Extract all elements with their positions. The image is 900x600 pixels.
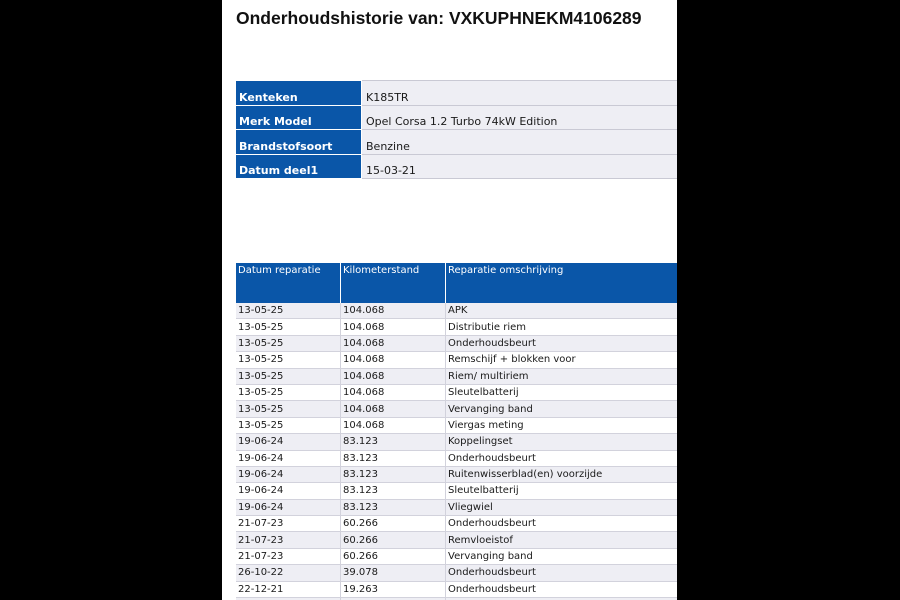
- cell-omschrijving: Ruitenwisserblad(en) voorzijde: [446, 466, 678, 482]
- table-row: [236, 352, 677, 368]
- cell-kilometerstand: 60.266: [341, 532, 446, 548]
- cell-datum: 21-07-23: [236, 516, 341, 532]
- cell-omschrijving: Vliegwiel: [446, 499, 678, 515]
- cell-omschrijving: Onderhoudsbeurt: [446, 335, 678, 351]
- table-row: [236, 499, 677, 515]
- cell-datum: 19-06-24: [236, 434, 341, 450]
- cell-kilometerstand: 104.068: [341, 368, 446, 384]
- info-label: Merk Model: [236, 105, 362, 130]
- table-row: [236, 368, 677, 384]
- cell-datum: 26-10-22: [236, 565, 341, 581]
- table-row: [236, 516, 677, 532]
- cell-omschrijving: Riem/ multiriem: [446, 368, 678, 384]
- cell-kilometerstand: 104.068: [341, 352, 446, 368]
- cell-datum: 13-05-25: [236, 303, 341, 319]
- cell-omschrijving: Vervanging band: [446, 548, 678, 564]
- table-row: [236, 319, 677, 335]
- table-row: [236, 483, 677, 499]
- cell-omschrijving: Onderhoudsbeurt: [446, 516, 678, 532]
- cell-kilometerstand: 104.068: [341, 417, 446, 433]
- column-header-omschrijving: Reparatie omschrijving: [446, 263, 678, 303]
- cell-datum: 13-05-25: [236, 319, 341, 335]
- table-row: [236, 434, 677, 450]
- cell-omschrijving: APK: [446, 303, 678, 319]
- table-row: [236, 548, 677, 564]
- cell-kilometerstand: 83.123: [341, 450, 446, 466]
- cell-omschrijving: Vervanging band: [446, 401, 678, 417]
- cell-kilometerstand: 39.078: [341, 565, 446, 581]
- cell-datum: 22-12-21: [236, 581, 341, 597]
- cell-omschrijving: Distributie riem: [446, 319, 678, 335]
- info-value: Opel Corsa 1.2 Turbo 74kW Edition: [362, 105, 678, 130]
- cell-kilometerstand: 104.068: [341, 319, 446, 335]
- cell-omschrijving: Onderhoudsbeurt: [446, 565, 678, 581]
- table-row: [236, 450, 677, 466]
- history-header-row: [236, 263, 677, 303]
- cell-omschrijving: Koppelingset: [446, 434, 678, 450]
- cell-kilometerstand: 83.123: [341, 483, 446, 499]
- cell-kilometerstand: 19.263: [341, 581, 446, 597]
- info-value: 15-03-21: [362, 154, 678, 179]
- cell-datum: 13-05-25: [236, 335, 341, 351]
- cell-omschrijving: Remvloeistof: [446, 532, 678, 548]
- cell-omschrijving: Sleutelbatterij: [446, 384, 678, 400]
- cell-omschrijving: Viergas meting: [446, 417, 678, 433]
- table-row: [236, 335, 677, 351]
- table-row: [236, 401, 677, 417]
- cell-kilometerstand: 83.123: [341, 466, 446, 482]
- info-value: K185TR: [362, 81, 678, 106]
- cell-datum: 13-05-25: [236, 384, 341, 400]
- cell-datum: 19-06-24: [236, 466, 341, 482]
- cell-datum: 21-07-23: [236, 548, 341, 564]
- cell-omschrijving: Onderhoudsbeurt: [446, 581, 678, 597]
- cell-kilometerstand: 104.068: [341, 335, 446, 351]
- info-row-kenteken: [236, 81, 677, 106]
- cell-kilometerstand: 104.068: [341, 401, 446, 417]
- cell-kilometerstand: 104.068: [341, 384, 446, 400]
- maintenance-history-table: [236, 263, 677, 600]
- table-row: [236, 384, 677, 400]
- cell-omschrijving: Onderhoudsbeurt: [446, 450, 678, 466]
- cell-datum: 13-05-25: [236, 368, 341, 384]
- info-label: Kenteken: [236, 81, 362, 106]
- table-row: [236, 417, 677, 433]
- cell-kilometerstand: 60.266: [341, 548, 446, 564]
- table-row: [236, 532, 677, 548]
- table-row: [236, 581, 677, 597]
- info-label: Datum deel1: [236, 154, 362, 179]
- info-label: Brandstofsoort: [236, 130, 362, 155]
- column-header-datum: Datum reparatie: [236, 263, 341, 303]
- cell-datum: 19-06-24: [236, 499, 341, 515]
- cell-datum: 21-07-23: [236, 532, 341, 548]
- table-row: [236, 303, 677, 319]
- cell-datum: 13-05-25: [236, 417, 341, 433]
- info-row-merk-model: [236, 105, 677, 130]
- info-row-brandstofsoort: [236, 130, 677, 155]
- column-header-kilometerstand: Kilometerstand: [341, 263, 446, 303]
- cell-datum: 19-06-24: [236, 450, 341, 466]
- cell-omschrijving: Sleutelbatterij: [446, 483, 678, 499]
- cell-kilometerstand: 104.068: [341, 303, 446, 319]
- cell-datum: 13-05-25: [236, 401, 341, 417]
- document-page: [222, 0, 677, 600]
- page-title: Onderhoudshistorie van: VXKUPHNEKM4106289: [236, 8, 642, 28]
- info-value: Benzine: [362, 130, 678, 155]
- table-row: [236, 565, 677, 581]
- vehicle-info-table: [236, 80, 677, 179]
- cell-kilometerstand: 83.123: [341, 434, 446, 450]
- history-body: [236, 303, 677, 600]
- cell-datum: 19-06-24: [236, 483, 341, 499]
- info-row-datum-deel1: [236, 154, 677, 179]
- cell-kilometerstand: 83.123: [341, 499, 446, 515]
- cell-kilometerstand: 60.266: [341, 516, 446, 532]
- cell-omschrijving: Remschijf + blokken voor: [446, 352, 678, 368]
- table-row: [236, 466, 677, 482]
- cell-datum: 13-05-25: [236, 352, 341, 368]
